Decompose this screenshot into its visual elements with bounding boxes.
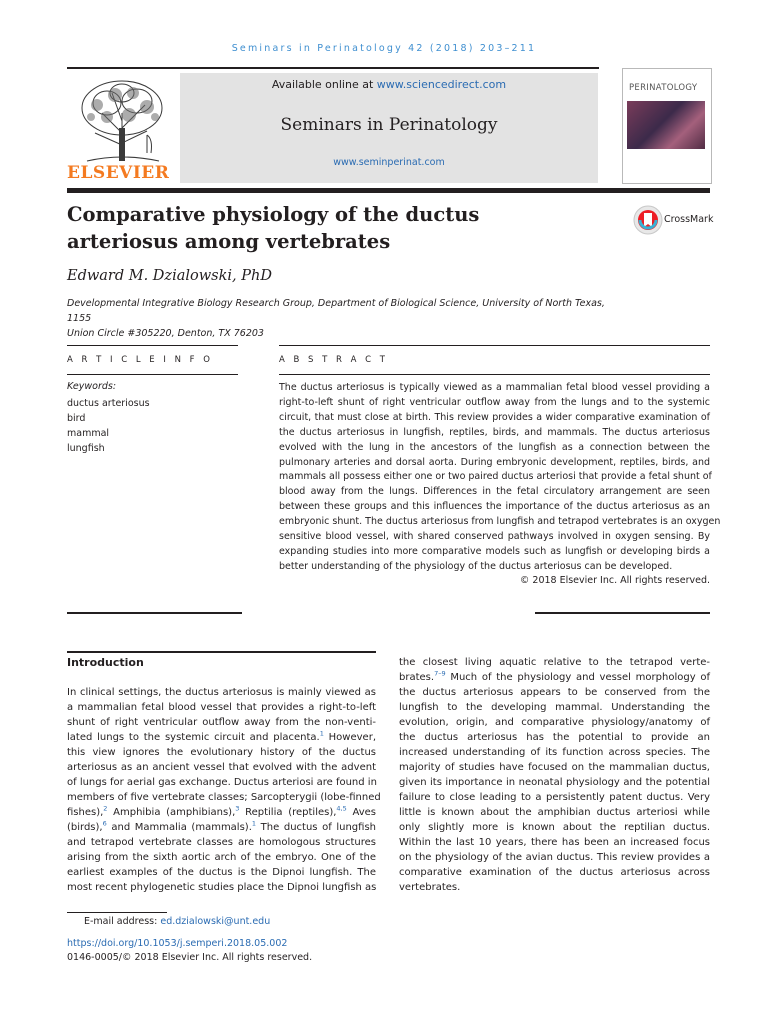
intro-column-left xyxy=(67,685,381,895)
body-line: and tetrapod vertebrate classes are homologous structures xyxy=(67,837,376,848)
keyword: bird xyxy=(67,413,86,424)
text-run: (birds), xyxy=(67,822,103,833)
body-line xyxy=(399,670,710,685)
body-line: members of five vertebrate classes; Sarcopterygii (lobe-finned xyxy=(67,792,381,803)
abstract-rule-2 xyxy=(279,374,710,375)
citation-link[interactable]: 4,5 xyxy=(336,804,347,813)
citation-link[interactable]: 1 xyxy=(251,819,257,828)
body-line: a mammalian fetal blood vessel that provides a right-to-left xyxy=(67,702,376,713)
body-line: on the physiology of the avian ductus. This review provides a xyxy=(399,852,710,863)
keywords-list xyxy=(67,396,150,456)
body-line: failure to close leading to a persistently patent ductus. Very xyxy=(399,792,710,803)
body-line: of lungs for aerial gas exchange. Ductus arteriosi are found in xyxy=(67,777,377,788)
body-line: little is known about the amphibian ductus arteriosi while xyxy=(399,807,710,818)
body-line: vertebrates. xyxy=(399,882,461,893)
email-footnote xyxy=(84,916,270,927)
article-title xyxy=(67,201,587,255)
abstract-line: evolved with the lung in the ancestors of the lungfish as a connection between the xyxy=(279,441,710,453)
abstract-line: expanding studies into more comparative models such as lungfish or developing birds a xyxy=(279,545,710,557)
article-info-heading: A R T I C L E I N F O xyxy=(67,355,213,365)
body-line: arising from the sixth aortic arch of the embryo. One of the xyxy=(67,852,376,863)
affiliation-line-2: Union Circle #305220, Denton, TX 76203 xyxy=(67,328,264,339)
abstract-text xyxy=(279,381,721,575)
text-run: Much of the physiology and vessel morphology of xyxy=(445,672,710,683)
text-run: The ductus of lungfish xyxy=(256,822,376,833)
author-name: Edward M. Dzialowski, PhD xyxy=(67,268,272,284)
text-run: Reptilia (reptiles), xyxy=(239,807,337,818)
separator-left xyxy=(67,612,242,614)
body-line: the ductus arteriosus appears to be conserved from the xyxy=(399,687,710,698)
citation-link[interactable]: 6 xyxy=(102,819,107,828)
text-run: However, xyxy=(323,732,376,743)
available-online xyxy=(180,78,598,91)
body-line: increased understanding of its function across species. The xyxy=(399,747,710,758)
body-line xyxy=(67,820,376,835)
abstract-line: the ductus arteriosus in lungfish, reptiles, birds, and mammals. The ductus arteriosus xyxy=(279,426,710,438)
issn-copyright: 0146-0005/© 2018 Elsevier Inc. All rights reserved. xyxy=(67,952,313,963)
citation-link[interactable]: 1 xyxy=(319,729,324,738)
email-link[interactable]: ed.dzialowski@unt.edu xyxy=(160,916,271,927)
body-line: only slightly more is known about the reptilian ductus. xyxy=(399,822,710,833)
article-info-rule xyxy=(67,345,238,346)
affiliation-line-1: Developmental Integrative Biology Research Group, Department of Biological Science, University of North Texas, 1155 xyxy=(67,298,605,324)
body-line: majority of studies have focused on the mammalian ductus, xyxy=(399,762,710,773)
abstract-line: blood away from the lungs. Differences in the fetal circulatory arrangement are seen xyxy=(279,486,710,498)
abstract-line: mammals all possess either one or two paired ductus arteriosi that provide a fetal shunt of xyxy=(279,471,712,483)
intro-rule xyxy=(67,651,376,653)
journal-url xyxy=(180,157,598,168)
cover-title: PERINATOLOGY xyxy=(629,83,698,93)
abstract-heading: A B S T R A C T xyxy=(279,355,388,365)
body-line: given its importance in neonatal physiology and the potential xyxy=(399,777,710,788)
email-label: E-mail address: xyxy=(84,916,161,927)
intro-column-right xyxy=(399,655,710,895)
body-line: In clinical settings, the ductus arteriosus is mainly viewed as xyxy=(67,687,376,698)
header-rule xyxy=(67,188,710,193)
journal-name: Seminars in Perinatology xyxy=(280,115,498,135)
text-run: lated lungs to the systemic circuit and placenta. xyxy=(67,732,320,743)
body-line: most recent phylogenetic studies place the Dipnoi lungfish as xyxy=(67,882,377,893)
citation-link[interactable]: 7–9 xyxy=(434,669,446,678)
body-line: Within the last 10 years, there has been an increased focus xyxy=(399,837,710,848)
abstract-line: right-to-left shunt of right ventricular outflow away from the lungs and to the systemic xyxy=(279,396,710,408)
body-line: this view ignores the evolutionary history of the ductus xyxy=(67,747,376,758)
separator-right xyxy=(535,612,710,614)
abstract-line: sensitive blood vessel, with shared conserved pathways involved in oxygen sensing. By xyxy=(279,531,710,543)
text-run: brates. xyxy=(399,672,435,683)
introduction-heading: Introduction xyxy=(67,656,144,669)
abstract-line: better understanding of the physiology of the ductus arteriosus can be developed. xyxy=(279,560,673,572)
abstract-line: circuit, that must close at birth. This review provides a wider comparative examination of xyxy=(279,411,710,423)
keyword: mammal xyxy=(67,428,110,439)
body-line xyxy=(67,730,376,745)
text-run: Aves xyxy=(346,807,377,818)
abstract-line: The ductus arteriosus is typically viewed as a mammalian fetal blood vessel providing a xyxy=(279,382,710,393)
abstract-line: between these groups and this influences the importance of the ductus arteriosus as an xyxy=(279,501,710,513)
body-line: lungfish to the developing mammal. Understanding the xyxy=(399,702,710,713)
title-line-2: arteriosus among vertebrates xyxy=(67,230,391,253)
journal-url-link[interactable]: www.seminperinat.com xyxy=(333,157,445,168)
citation-link[interactable]: 2 xyxy=(103,804,108,813)
abstract-line: pulmonary arteries and dorsal aorta. During embryonic development, reptiles, birds, and xyxy=(279,456,710,468)
affiliation xyxy=(67,296,627,341)
sciencedirect-link[interactable]: www.sciencedirect.com xyxy=(376,78,507,91)
body-line: evolution, origin, and comparative physiology/anatomy of xyxy=(399,717,710,728)
abstract-copyright: © 2018 Elsevier Inc. All rights reserved. xyxy=(519,575,710,586)
body-line: comparative examination of the ductus arteriosus across xyxy=(399,867,710,878)
body-line xyxy=(67,805,376,820)
running-head: Seminars in Perinatology 42 (2018) 203–211 xyxy=(231,43,537,54)
abstract-rule xyxy=(279,345,710,346)
article-info-rule-2 xyxy=(67,374,238,375)
text-run: and Mammalia (mammals). xyxy=(106,822,252,833)
abstract-line: embryonic shunt. The ductus arteriosus from lungfish and tetrapod vertebrates is an oxygen xyxy=(279,516,721,528)
available-prefix: Available online at xyxy=(271,78,377,91)
journal-cover[interactable] xyxy=(622,68,712,184)
body-line: arteriosus as an ancient vessel that evolved with the advent xyxy=(67,762,376,773)
elsevier-wordmark: ELSEVIER xyxy=(67,163,170,183)
doi-link[interactable]: https://doi.org/10.1053/j.semperi.2018.05.002 xyxy=(67,938,288,949)
crossmark-label[interactable]: CrossMark xyxy=(664,214,714,225)
keyword: lungfish xyxy=(67,443,105,454)
text-run: fishes), xyxy=(67,807,104,818)
body-line: the ductus arteriosus has the potential to provide an xyxy=(399,732,710,743)
keyword: ductus arteriosus xyxy=(67,398,150,409)
top-rule xyxy=(67,67,599,69)
body-line: the closest living aquatic relative to the tetrapod verte- xyxy=(399,657,710,668)
cover-image xyxy=(627,101,705,149)
footnote-rule xyxy=(67,912,167,913)
doi xyxy=(67,938,287,949)
citation-link[interactable]: 3 xyxy=(235,804,240,813)
text-run: Amphibia (amphibians), xyxy=(107,807,236,818)
title-line-1: Comparative physiology of the ductus xyxy=(67,203,480,226)
keywords-label: Keywords: xyxy=(67,381,117,392)
body-line: earliest examples of the ductus is the Dipnoi lungfish. The xyxy=(67,867,376,878)
body-line: shunt of right ventricular outflow away from the non-venti- xyxy=(67,717,376,728)
